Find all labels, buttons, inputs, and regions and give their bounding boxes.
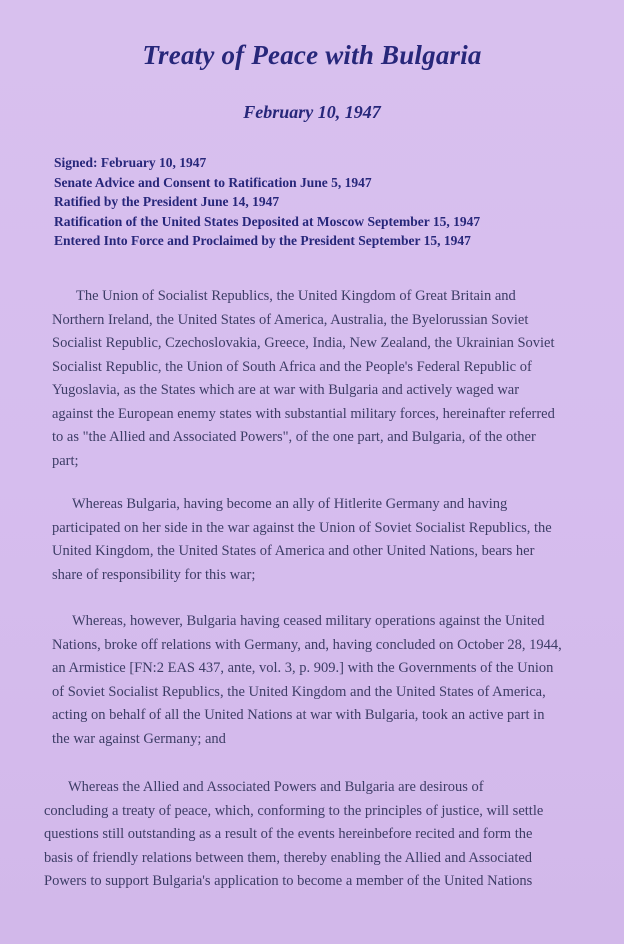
text-line: The Union of Socialist Republics, the United Kingdom of Great Britain and [76, 288, 516, 304]
text-line: part; [52, 452, 79, 469]
text-line: acting on behalf of all the United Nations at war with Bulgaria, took an active part in [52, 707, 545, 723]
history-senate-consent: Senate Advice and Consent to Ratification June 5, 1947 [54, 174, 372, 190]
text-line: basis of friendly relations between them, thereby enabling the Allied and Associated [44, 849, 533, 866]
text-line: Socialist Republic, Czechoslovakia, Greece, India, New Zealand, the Ukrainian Soviet [52, 335, 555, 351]
text-line: share of responsibility for this war; [52, 566, 256, 583]
paragraph-whereas-ally [52, 493, 592, 587]
text-line: concluding a treaty of peace, which, conforming to the principles of justice, will settle [44, 802, 544, 819]
text-line: Whereas the Allied and Associated Powers and Bulgaria are desirous of [68, 779, 484, 795]
text-line: questions still outstanding as a result of the events hereinbefore recited and form the [44, 826, 533, 842]
paragraph-preamble-parties [52, 285, 592, 473]
history-entered-into-force: Entered Into Force and Proclaimed by the President September 15, 1947 [54, 233, 471, 248]
text-line: participated on her side in the war against the Union of Soviet Socialist Republics, the [52, 519, 552, 536]
text-line: to as "the Allied and Associated Powers", of the one part, and Bulgaria, of the other [52, 429, 536, 445]
page-title: Treaty of Peace with Bulgaria [142, 40, 482, 70]
paragraph-whereas-desirous [44, 776, 584, 894]
text-line: an Armistice [FN:2 EAS 437, ante, vol. 3, p. 909.] with the Governments of the Union [52, 660, 554, 676]
history-deposited: Ratification of the United States Deposited at Moscow September 15, 1947 [54, 213, 481, 229]
text-line: United Kingdom, the United States of America and other United Nations, bears her [52, 543, 535, 559]
paragraph-whereas-armistice [52, 610, 592, 751]
text-line: Northern Ireland, the United States of America, Australia, the Byelorussian Soviet [52, 311, 529, 328]
text-line: of Soviet Socialist Republics, the United Kingdom and the United States of America, [52, 683, 546, 700]
text-line: Yugoslavia, as the States which are at war with Bulgaria and actively waged war [52, 382, 520, 398]
text-line: Whereas, however, Bulgaria having ceased military operations against the United [72, 613, 545, 629]
text-line: against the European enemy states with substantial military forces, hereinafter referred [52, 405, 555, 422]
text-line: Nations, broke off relations with Germany, and, having concluded on October 28, 1944, [52, 636, 562, 653]
treaty-date: February 10, 1947 [243, 102, 381, 122]
text-line: Socialist Republic, the Union of South Africa and the People's Federal Republic of [52, 358, 532, 375]
text-line: the war against Germany; and [52, 730, 226, 747]
ratification-history [54, 153, 594, 251]
text-line: Whereas Bulgaria, having become an ally of Hitlerite Germany and having [72, 496, 508, 512]
history-signed: Signed: February 10, 1947 [54, 155, 207, 170]
history-ratified: Ratified by the President June 14, 1947 [54, 194, 280, 209]
text-line: Powers to support Bulgaria's application to become a member of the United Nations [44, 873, 533, 889]
